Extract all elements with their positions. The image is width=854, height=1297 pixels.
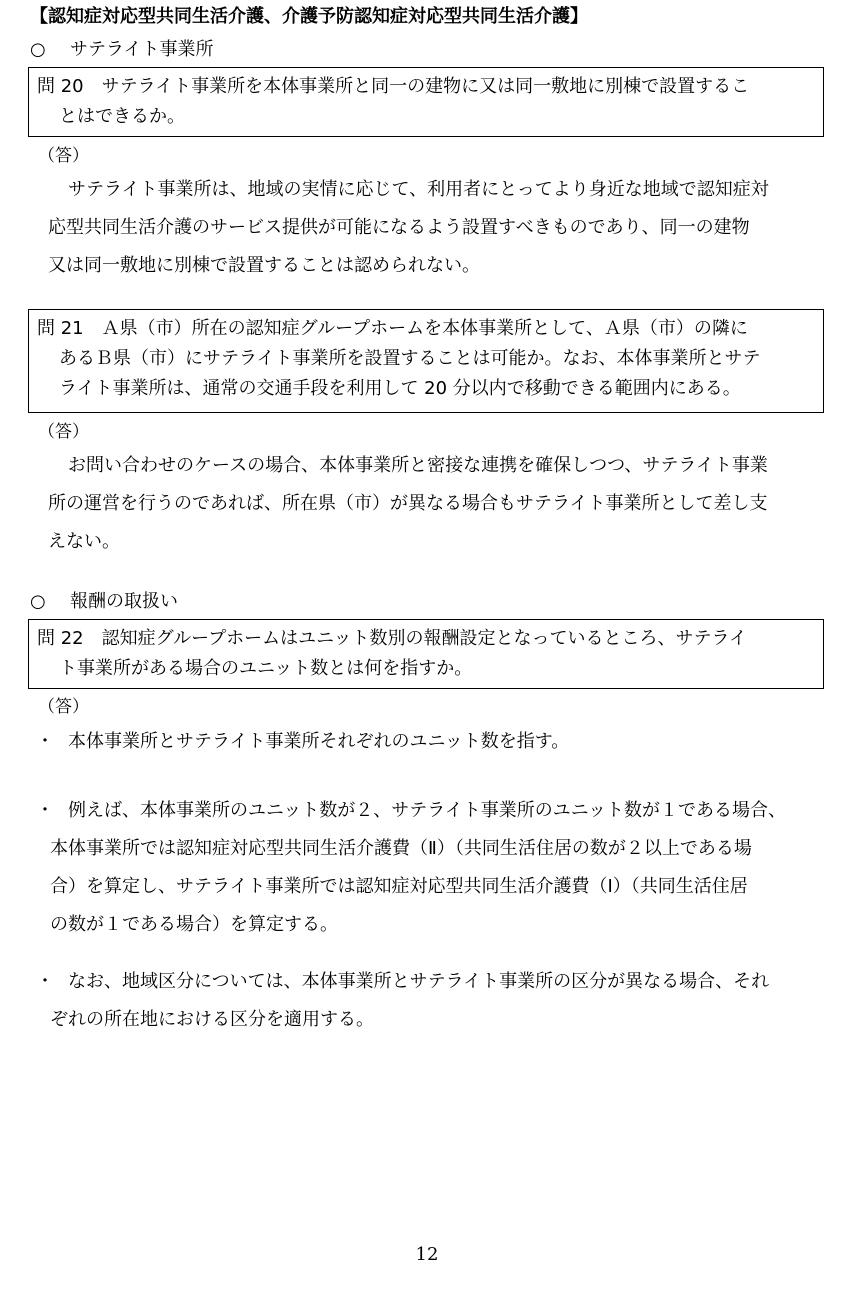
section-heading-text: サテライト事業所: [70, 39, 214, 60]
answer-bullet-1: [36, 723, 569, 761]
question-box-22: [28, 619, 824, 689]
question-box-21: [28, 309, 824, 413]
question-line: とはできるか。: [59, 106, 185, 127]
question-line: 問 21 Ａ県（市）所在の認知症グループホームを本体事業所として、Ａ県（市）の隣に: [37, 318, 748, 339]
section-heading-remuneration: [30, 589, 178, 615]
answer-line: 応型共同生活介護のサービス提供が可能になるよう設置すべきものであり、同一の建物: [48, 217, 750, 238]
question-line: ト事業所がある場合のユニット数とは何を指すか。: [59, 658, 473, 679]
bullet-text: なお、地域区分については、本体事業所とサテライト事業所の区分が異なる場合、それ: [68, 971, 770, 992]
question-box-20: [28, 67, 824, 137]
bullet-text: 本体事業所では認知症対応型共同生活介護費（Ⅱ）（共同生活住居の数が２以上である場: [50, 838, 752, 859]
answer-line: 所の運営を行うのであれば、所在県（市）が異なる場合もサテライト事業所として差し支: [48, 493, 768, 514]
question-line: 問 22 認知症グループホームはユニット数別の報酬設定となっているところ、サテライ: [37, 628, 747, 649]
page-number: 12: [415, 1244, 439, 1265]
answer-label: （答）: [38, 146, 89, 166]
bullet-text: の数が１である場合）を算定する。: [50, 914, 338, 935]
answer-line: 又は同一敷地に別棟で設置することは認められない。: [48, 255, 480, 276]
question-line: ライト事業所は、通常の交通手段を利用して 20 分以内で移動できる範囲内にある。: [59, 378, 741, 399]
answer-line: サテライト事業所は、地域の実情に応じて、利用者にとってより身近な地域で認知症対: [68, 179, 769, 200]
answer-paragraph-20: [48, 171, 769, 285]
bullet-text: ぞれの所在地における区分を適用する。: [50, 1009, 374, 1030]
question-line: あるＢ県（市）にサテライト事業所を設置することは可能か。なお、本体事業所とサテ: [59, 348, 761, 369]
answer-label: （答）: [38, 697, 89, 717]
document-title: 【認知症対応型共同生活介護、介護予防認知症対応型共同生活介護】: [30, 6, 588, 27]
bullet-marker: ・: [36, 971, 54, 992]
answer-bullet-2: [36, 792, 786, 944]
circle-marker: ○: [30, 591, 46, 612]
answer-line: えない。: [48, 531, 120, 552]
bullet-text: 合）を算定し、サテライト事業所では認知症対応型共同生活介護費（Ⅰ）（共同生活住居: [50, 876, 748, 897]
answer-paragraph-21: [48, 447, 768, 561]
answer-line: お問い合わせのケースの場合、本体事業所と密接な連携を確保しつつ、サテライト事業: [68, 455, 768, 476]
bullet-text: 例えば、本体事業所のユニット数が２、サテライト事業所のユニット数が１である場合、: [68, 800, 787, 821]
bullet-text: 本体事業所とサテライト事業所それぞれのユニット数を指す。: [68, 731, 570, 752]
section-heading-text: 報酬の取扱い: [70, 591, 178, 612]
question-line: 問 20 サテライト事業所を本体事業所と同一の建物に又は同一敷地に別棟で設置するこ: [37, 76, 750, 97]
answer-label: （答）: [38, 422, 89, 442]
circle-marker: ○: [30, 39, 46, 60]
bullet-marker: ・: [36, 800, 54, 821]
section-heading-satellite: [30, 37, 213, 63]
answer-bullet-3: [36, 963, 769, 1039]
bullet-marker: ・: [36, 731, 54, 752]
